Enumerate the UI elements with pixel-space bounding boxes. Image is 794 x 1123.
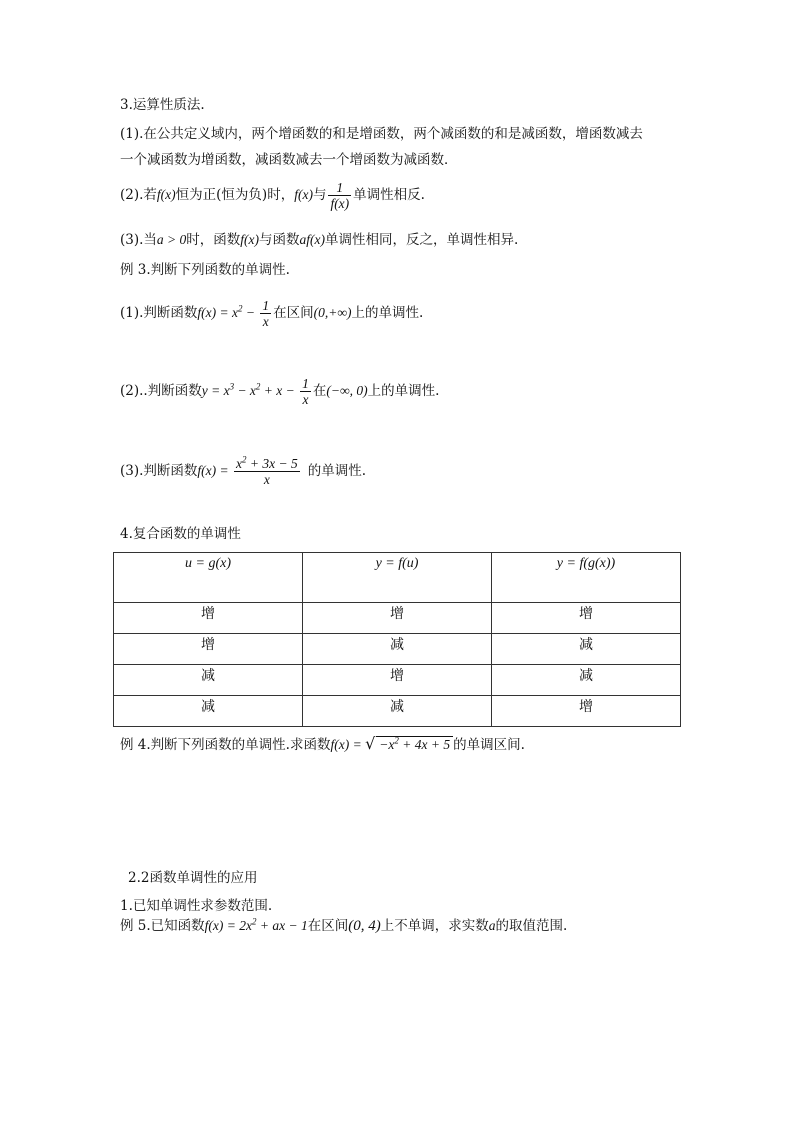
ex5-param: a <box>488 918 496 933</box>
q3-numerator <box>234 456 300 472</box>
header-composite-function: y = f(g(x)) <box>492 553 681 603</box>
sqrt-icon: √ <box>365 734 376 753</box>
example-3-title: 例 3.判断下列函数的单调性. <box>120 262 290 278</box>
ex5-middle: 在区间 <box>307 918 349 934</box>
rule-3-prefix: (3).当 <box>120 232 157 248</box>
example-3-q3 <box>120 456 366 487</box>
table-cell: 减 <box>114 696 303 727</box>
ex5-lhs: f(x) = 2x <box>204 918 253 933</box>
rule-1-line-1: (1).在公共定义域内，两个增函数的和是增函数，两个减函数的和是减函数，增函数减去 <box>120 126 643 142</box>
fraction-denominator: f(x) <box>330 196 350 211</box>
subsection-1-title: 1.已知单调性求参数范围. <box>120 898 273 914</box>
table-cell: 减 <box>492 634 681 665</box>
rule-3-afx: af(x) <box>299 232 326 247</box>
fraction-numerator: 1 <box>328 180 351 196</box>
q1-numerator: 1 <box>262 298 270 313</box>
table-row <box>114 696 681 727</box>
rule-2-middle: 恒为正(恒为负)时， <box>175 187 295 203</box>
rule-2-with: 与 <box>312 187 327 203</box>
table-header-row <box>114 553 681 603</box>
header-inner-function: u = g(x) <box>114 553 303 603</box>
example-4 <box>120 735 525 754</box>
rule-1-line-2: 一个减函数为增函数，减函数减去一个增函数为减函数． <box>120 152 458 168</box>
rule-2 <box>120 180 425 211</box>
table-row <box>114 665 681 696</box>
rule-2-fx: f(x) <box>156 187 176 202</box>
q2-interval: (−∞, 0) <box>326 383 368 398</box>
q1-fraction <box>260 298 271 329</box>
q2-term-3: + x − <box>260 383 299 398</box>
rule-3-condition: a > 0 <box>156 232 187 247</box>
table-cell: 增 <box>303 603 492 634</box>
q2-lhs: y = x <box>201 383 230 398</box>
q1-suffix: 上的单调性. <box>351 305 424 321</box>
q3-num-exponent: 2 <box>242 454 247 465</box>
q2-prefix: (2)..判断函数 <box>120 383 202 399</box>
q3-num-rest: + 3x − 5 <box>246 456 298 471</box>
ex5-rest: + ax − 1 <box>256 918 308 933</box>
table-cell: 增 <box>114 634 303 665</box>
q3-denominator: x <box>263 472 270 487</box>
ex4-suffix: 的单调区间. <box>453 737 525 753</box>
header-outer-function: y = f(u) <box>303 553 492 603</box>
table-row <box>114 634 681 665</box>
section-4-title: 4.复合函数的单调性 <box>120 526 241 542</box>
section-2-2-title: 2.2函数单调性的应用 <box>128 870 258 886</box>
q2-exponent-1: 3 <box>229 381 235 392</box>
ex5-middle-2: 上不单调，求实数 <box>380 918 489 934</box>
table-cell: 减 <box>303 634 492 665</box>
reciprocal-fraction <box>328 180 351 211</box>
table-row <box>114 603 681 634</box>
q2-numerator: 1 <box>302 376 309 391</box>
q2-denominator: x <box>302 392 309 407</box>
q2-fraction <box>300 376 311 407</box>
q2-exponent-2: 2 <box>255 381 261 392</box>
composite-monotonicity-table <box>113 552 681 727</box>
ex5-prefix: 例 5.已知函数 <box>120 918 205 934</box>
q1-denominator: x <box>262 314 269 329</box>
q1-lhs: f(x) = x <box>197 305 239 320</box>
rule-3-fx: f(x) <box>240 232 260 247</box>
q3-prefix: (3).判断函数 <box>120 463 198 479</box>
table-cell: 减 <box>114 665 303 696</box>
q3-fraction <box>234 456 300 487</box>
table-cell: 减 <box>303 696 492 727</box>
ex4-prefix: 例 4.判断下列函数的单调性.求函数 <box>120 737 331 753</box>
rule-3-middle-2: 与函数 <box>259 232 300 248</box>
table-cell: 增 <box>492 603 681 634</box>
example-5 <box>120 917 567 935</box>
ex5-suffix: 的取值范围. <box>495 918 568 934</box>
example-3-q1 <box>120 298 423 329</box>
ex5-exponent: 2 <box>252 916 257 927</box>
q2-term-2: − x <box>234 383 256 398</box>
q3-lhs: f(x) = <box>197 463 233 478</box>
q1-middle: 在区间 <box>273 305 314 321</box>
rule-3-middle-1: 时，函数 <box>186 232 241 248</box>
table-cell: 增 <box>303 665 492 696</box>
rule-3 <box>120 231 518 249</box>
table-cell: 增 <box>114 603 303 634</box>
rule-2-fx-second: f(x) <box>294 187 313 202</box>
rule-2-suffix: 单调性相反. <box>353 187 425 203</box>
q1-exponent: 2 <box>238 303 243 314</box>
q3-num-x: x <box>236 456 243 471</box>
ex4-radicand-exponent: 2 <box>394 735 399 746</box>
example-3-q2 <box>120 376 439 407</box>
q2-suffix: 上的单调性. <box>367 383 440 399</box>
ex5-interval: (0, 4) <box>348 918 381 934</box>
q1-prefix: (1).判断函数 <box>120 305 198 321</box>
table-cell: 增 <box>492 696 681 727</box>
q2-middle: 在 <box>312 383 327 399</box>
q3-suffix: 的单调性. <box>307 463 367 479</box>
q1-minus: − <box>242 305 259 320</box>
ex4-radicand-a: −x <box>379 737 395 752</box>
section-3-title: 3.运算性质法. <box>120 97 205 113</box>
table-cell: 减 <box>492 665 681 696</box>
ex4-lhs: f(x) = <box>330 737 366 752</box>
rule-2-prefix: (2).若 <box>120 187 157 203</box>
ex4-radicand-b: + 4x + 5 <box>398 737 451 752</box>
ex4-radicand <box>376 736 453 752</box>
rule-3-suffix: 单调性相同，反之，单调性相异. <box>325 232 519 248</box>
q1-interval: (0,+∞) <box>313 305 352 320</box>
